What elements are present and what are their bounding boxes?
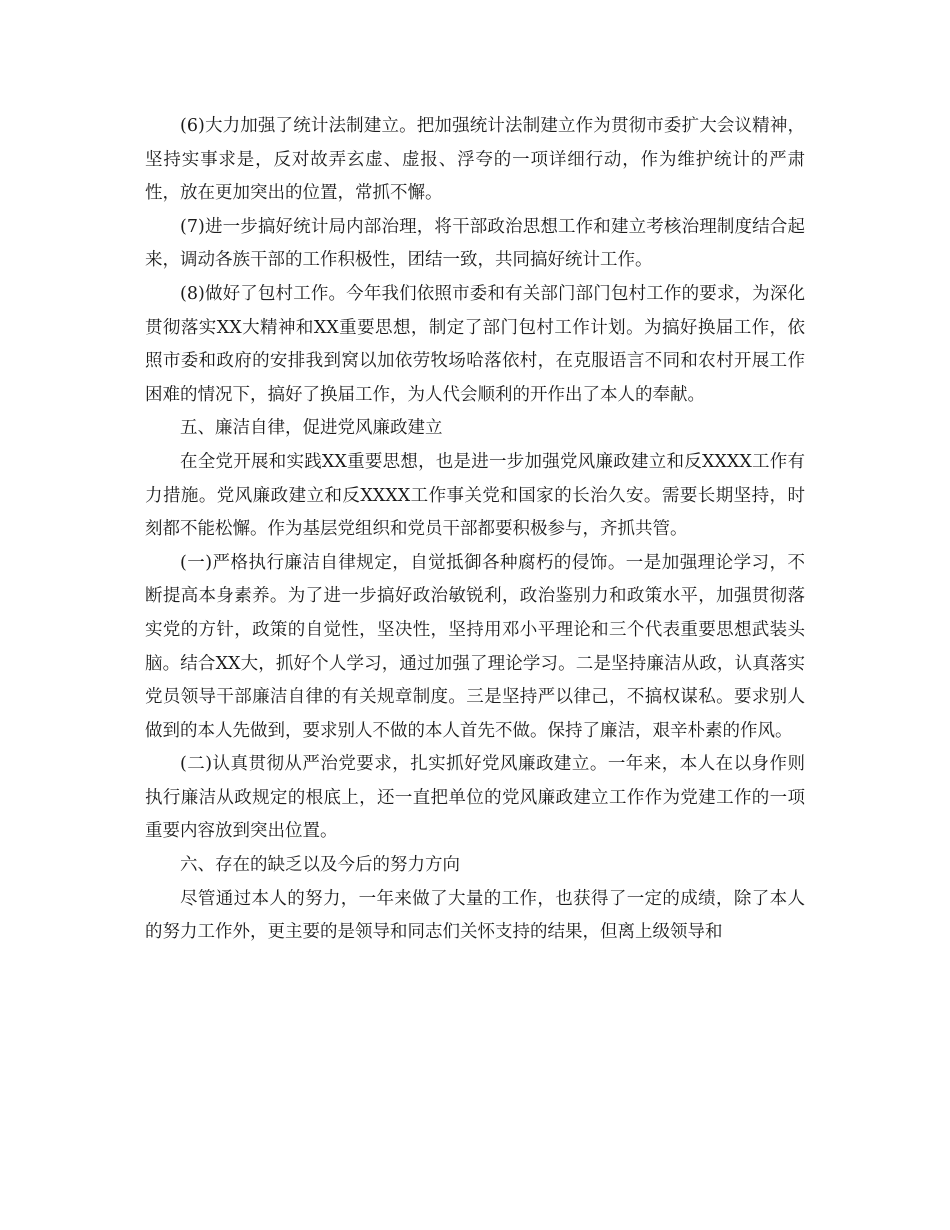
section-heading-six: 六、存在的缺乏以及今后的努力方向 (180, 855, 460, 876)
paragraph-item-7: (7)进一步搞好统计局内部治理，将干部政治思想工作和建立考核治理制度结合起来，调动各族干部的工作积极性，团结一致，共同搞好统计工作。 (145, 216, 805, 271)
paragraph-item-6: (6)大力加强了统计法制建立。把加强统计法制建立作为贯彻市委扩大会议精神，坚持实事求是，反对故弄玄虚、虚报、浮夸的一项详细行动，作为维护统计的严肃性，放在更加突出的位置，常抓不懈。 (145, 116, 805, 204)
paragraph-item-8: (8)做好了包村工作。今年我们依照市委和有关部门部门包村工作的要求，为深化贯彻落实XX大精神和XX重要思想，制定了部门包村工作计划。为搞好换届工作，依照市委和政府的安排我到窝以加依劳牧场哈落依村，在克服语言不同和农村开展工作困难的情况下，搞好了换届工作，为人代会顺利的开作出了本人的奉献。 (145, 283, 805, 405)
paragraph-section-five-intro: 在全党开展和实践XX重要思想，也是进一步加强党风廉政建立和反XXXX工作有力措施。党风廉政建立和反XXXX工作事关党和国家的长治久安。需要长期坚持，时刻都不能松懈。作为基层党组织和党员干部都要积极参与，齐抓共管。 (145, 451, 805, 540)
paragraph-subitem-one: (一)严格执行廉洁自律规定，自觉抵御各种腐朽的侵饰。一是加强理论学习，不断提高本身素养。为了进一步搞好政治敏锐利，政治鉴别力和政策水平，加强贯彻落实党的方针，政策的自觉性，坚决性，坚持用邓小平理论和三个代表重要思想武装头脑。结合XX大，抓好个人学习，通过加强了理论学习。二是坚持廉洁从政，认真落实党员领导干部廉洁自律的有关规章制度。三是坚持严以律己，不搞权谋私。要求别人做到的本人先做到，要求别人不做的本人首先不做。保持了廉洁，艰辛朴素的作风。 (145, 552, 805, 741)
document-page (145, 110, 805, 950)
section-heading-five: 五、廉洁自律，促进党风廉政建立 (180, 418, 443, 439)
paragraph-section-six-intro: 尽管通过本人的努力，一年来做了大量的工作，也获得了一定的成绩，除了本人的努力工作外，更主要的是领导和同志们关怀支持的结果，但离上级领导和 (145, 888, 805, 943)
paragraph-subitem-two: (二)认真贯彻从严治党要求，扎实抓好党风廉政建立。一年来，本人在以身作则执行廉洁从政规定的根底上，还一直把单位的党风廉政建立工作作为党建工作的一项重要内容放到突出位置。 (145, 754, 805, 842)
